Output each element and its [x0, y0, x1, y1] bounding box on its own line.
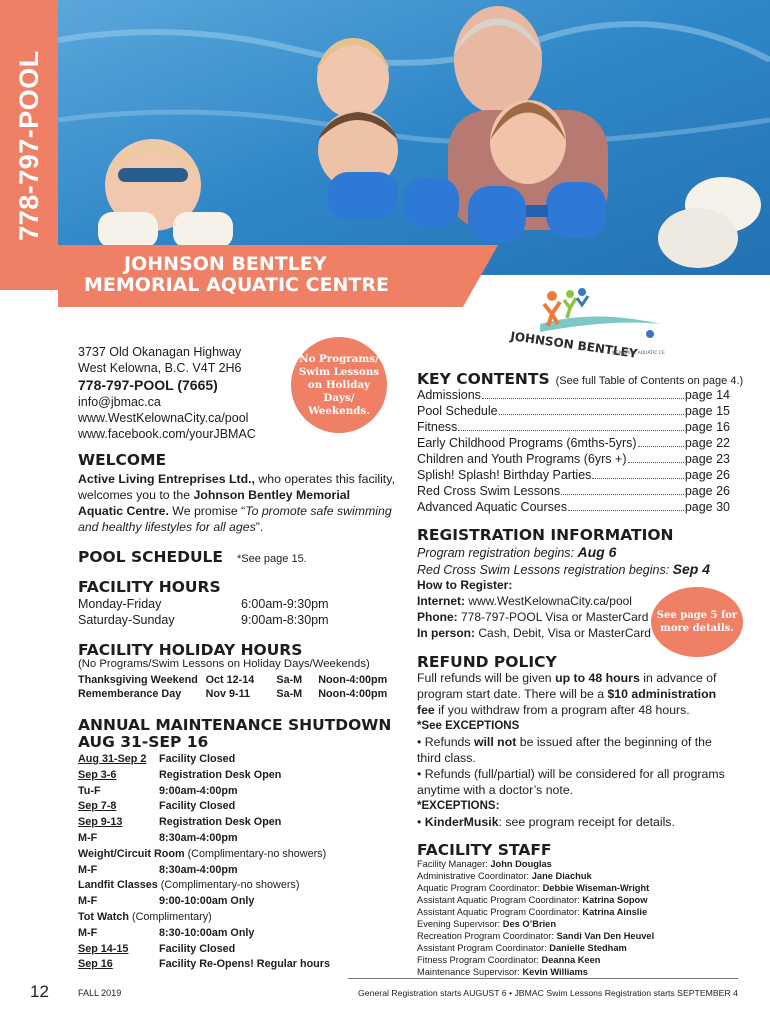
- holiday-hours: Noon-4:00pm: [318, 674, 388, 686]
- staff-role: Recreation Program Coordinator:: [417, 931, 554, 941]
- toc-item[interactable]: [417, 435, 730, 451]
- toc-label: Advanced Aquatic Courses: [417, 500, 568, 514]
- facility-hours-row: [78, 612, 378, 628]
- shutdown-row: [78, 863, 398, 879]
- pool-schedule-line: [78, 548, 307, 566]
- contact-block: [78, 344, 288, 442]
- staff-row: [417, 906, 737, 918]
- staff-role: Fitness Program Coordinator:: [417, 955, 539, 965]
- staff-role: Maintenance Supervisor:: [417, 967, 520, 977]
- toc-label: Early Childhood Programs (6mths-5yrs): [417, 436, 637, 450]
- registration-dates: Program registration begins: Aug 6 Red Cross Swim Lessons registration begins: Sep 4: [417, 544, 711, 577]
- address-line-1: 3737 Old Okanagan Highway: [78, 345, 242, 359]
- shutdown-status: Facility Closed: [159, 942, 236, 955]
- toc-page: page 22: [684, 436, 730, 450]
- toc-page: page 15: [684, 404, 730, 418]
- staff-role: Evening Supervisor:: [417, 919, 501, 929]
- toc-page: page 23: [684, 452, 730, 466]
- staff-name: Kevin Williams: [522, 967, 588, 977]
- toc-item[interactable]: [417, 403, 730, 419]
- landfit-classes-note: (Complimentary-no showers): [157, 879, 300, 892]
- toc-page: page 14: [684, 388, 730, 402]
- shutdown-status: Facility Closed: [159, 753, 236, 765]
- facility-hours-time: 9:00am-8:30pm: [241, 613, 329, 627]
- staff-name: John Douglas: [490, 859, 552, 869]
- weight-room: [78, 847, 398, 863]
- landfit-classes: [78, 878, 398, 894]
- toc-page: page 30: [684, 500, 730, 514]
- toc-label: Splish! Splash! Birthday Parties: [417, 468, 592, 482]
- toc-label: Children and Youth Programs (6yrs +): [417, 452, 627, 466]
- shutdown-row: [78, 957, 398, 973]
- staff-row: [417, 930, 737, 942]
- footer-season: FALL 2019: [78, 988, 122, 998]
- staff-name: Danielle Stedham: [549, 943, 627, 953]
- welcome-text: Active Living Entreprises Ltd., who operates this facility, welcomes you to the Johnson Bentley Memorial Aquatic Centre. We promise “To promote safe swimming and healthy lifestyles for all ages”.: [78, 472, 395, 534]
- tot-watch-label: Tot Watch: [78, 910, 129, 923]
- shutdown-date: Tu-F: [78, 784, 101, 797]
- address-line-2: West Kelowna, B.C. V4T 2H6: [78, 361, 242, 375]
- tot-watch-note: (Complimentary): [128, 910, 212, 923]
- holiday-dates: Oct 12-14: [205, 674, 255, 686]
- shutdown-heading: ANNUAL MAINTENANCE SHUTDOWN AUG 31-SEP 16: [78, 716, 392, 751]
- staff-name: Katrina Ainslie: [582, 907, 648, 917]
- website-link[interactable]: www.WestKelownaCity.ca/pool: [78, 411, 249, 425]
- shutdown-schedule: [78, 752, 398, 973]
- toc-leader: [568, 499, 684, 511]
- toc-leader: [592, 467, 683, 479]
- staff-row: [417, 918, 737, 930]
- staff-name: Deanna Keen: [541, 955, 601, 965]
- shutdown-row: [78, 894, 398, 910]
- toc-label: Red Cross Swim Lessons: [417, 484, 561, 498]
- shutdown-row: [78, 799, 398, 815]
- header-photo: [58, 0, 770, 275]
- weight-room-note: (Complimentary-no showers): [184, 847, 327, 860]
- staff-heading: FACILITY STAFF: [417, 841, 552, 859]
- weight-room-label: Weight/Circuit Room: [78, 847, 185, 860]
- holiday-days: Sa-M: [276, 674, 303, 686]
- facility-hours-heading: FACILITY HOURS: [78, 578, 221, 596]
- pool-schedule-heading: POOL SCHEDULE: [78, 548, 224, 566]
- shutdown-status: 8:30am-4:00pm: [159, 831, 238, 844]
- shutdown-date: Aug 31-Sep 2: [78, 753, 147, 765]
- holiday-name: Rememberance Day: [78, 687, 182, 700]
- shutdown-date: Sep 3-6: [78, 768, 117, 781]
- staff-row: [417, 966, 737, 978]
- holiday-hours-row: [78, 688, 398, 702]
- shutdown-date: M-F: [78, 926, 98, 939]
- staff-row: [417, 882, 737, 894]
- staff-role: Facility Manager:: [417, 859, 488, 869]
- shutdown-row: [78, 831, 398, 847]
- holiday-hours-note: (No Programs/Swim Lessons on Holiday Days/Weekends): [78, 658, 370, 670]
- holiday-hours: Noon-4:00pm: [318, 687, 388, 700]
- registration-heading: REGISTRATION INFORMATION: [417, 526, 674, 544]
- footer-divider: [348, 978, 738, 979]
- toc-label: Admissions: [417, 388, 481, 402]
- toc-leader: [458, 419, 684, 431]
- shutdown-date: M-F: [78, 895, 98, 908]
- svg-text:MEMORIAL AQUATIC CENTRE: MEMORIAL AQUATIC CE: [612, 351, 665, 356]
- toc-item[interactable]: [417, 419, 730, 435]
- shutdown-status: 9:00am-4:00pm: [159, 784, 238, 797]
- shutdown-status: Registration Desk Open: [159, 768, 282, 781]
- email-link[interactable]: info@jbmac.ca: [78, 395, 161, 409]
- staff-name: Sandi Van Den Heuvel: [556, 931, 655, 941]
- toc-page: page 26: [684, 468, 730, 482]
- phone-number[interactable]: 778-797-POOL (7665): [78, 377, 218, 393]
- key-contents-list: [417, 387, 730, 515]
- jbmac-logo: [500, 284, 665, 364]
- facility-title: JOHNSON BENTLEY MEMORIAL AQUATIC CENTRE: [84, 253, 389, 296]
- facility-hours-table: [78, 596, 378, 628]
- shutdown-row: [78, 942, 398, 958]
- shutdown-date: Sep 14-15: [78, 942, 129, 955]
- toc-leader: [561, 483, 684, 495]
- toc-page: page 16: [684, 420, 730, 434]
- holiday-badge: No Programs/ Swim Lessons on Holiday Days/ Weekends.: [291, 337, 387, 433]
- shutdown-date: M-F: [78, 831, 98, 844]
- pool-schedule-note: *See page 15.: [237, 553, 307, 565]
- toc-item[interactable]: [417, 499, 730, 515]
- refund-heading: REFUND POLICY: [417, 653, 557, 671]
- shutdown-status: 9:00-10:00am Only: [159, 895, 255, 908]
- register-internet-link[interactable]: www.WestKelownaCity.ca/pool: [465, 594, 632, 608]
- svg-text:JOHNSON BENTLEY: JOHNSON BENTLEY: [509, 329, 639, 361]
- holiday-name: Thanksgiving Weekend: [78, 674, 198, 686]
- key-contents-note: (See full Table of Contents on page 4.): [555, 375, 744, 387]
- toc-label: Fitness: [417, 420, 458, 434]
- page-number: 12: [30, 982, 49, 1001]
- shutdown-row: [78, 752, 398, 768]
- staff-name: Des O’Brien: [502, 919, 557, 929]
- toc-leader: [499, 403, 684, 415]
- staff-name: Katrina Sopow: [582, 895, 648, 905]
- facility-hours-time: 6:00am-9:30pm: [241, 597, 329, 611]
- see-page-badge: See page 5 for more details.: [651, 587, 743, 657]
- toc-leader: [638, 435, 684, 447]
- staff-role: Assistant Program Coordinator:: [417, 943, 547, 953]
- holiday-hours-heading: FACILITY HOLIDAY HOURS: [78, 641, 303, 659]
- shutdown-date: Sep 16: [78, 958, 113, 971]
- staff-name: Jane Diachuk: [531, 871, 592, 881]
- facebook-link[interactable]: www.facebook.com/yourJBMAC: [78, 427, 256, 441]
- staff-row: [417, 858, 737, 870]
- staff-row: [417, 954, 737, 966]
- toc-leader: [628, 451, 684, 463]
- shutdown-status: Registration Desk Open: [159, 816, 282, 829]
- holiday-days: Sa-M: [276, 687, 303, 700]
- staff-role: Administrative Coordinator:: [417, 871, 530, 881]
- staff-role: Assistant Aquatic Program Coordinator:: [417, 895, 580, 905]
- toc-item[interactable]: [417, 467, 730, 483]
- how-to-register: How to Register: Internet: www.WestKelownaCity.ca/pool Phone: 778-797-POOL Visa or MasterCard In person: Cash, Debit, Visa or MasterCard: [417, 578, 651, 640]
- staff-role: Assistant Aquatic Program Coordinator:: [417, 907, 580, 917]
- vertical-phone-number: 778-797-POOL: [13, 49, 44, 241]
- shutdown-status: Facility Closed: [159, 800, 236, 813]
- facility-hours-days: Monday-Friday: [78, 597, 162, 611]
- shutdown-row: [78, 815, 398, 831]
- welcome-heading: WELCOME: [78, 451, 167, 469]
- staff-row: [417, 894, 737, 906]
- toc-item[interactable]: [417, 483, 730, 499]
- holiday-dates: Nov 9-11: [205, 687, 251, 700]
- shutdown-status: Facility Re-Opens! Regular hours: [159, 958, 330, 971]
- holiday-hours-table: [78, 674, 398, 701]
- toc-page: page 26: [684, 484, 730, 498]
- shutdown-status: 8:30am-4:00pm: [159, 863, 238, 876]
- tot-watch: [78, 910, 398, 926]
- shutdown-row: [78, 768, 398, 784]
- shutdown-row: [78, 784, 398, 800]
- toc-item[interactable]: [417, 451, 730, 467]
- key-contents-header: [417, 370, 743, 388]
- shutdown-date: M-F: [78, 863, 98, 876]
- shutdown-date: Sep 7-8: [78, 800, 117, 813]
- staff-row: [417, 942, 737, 954]
- staff-list: [417, 858, 737, 978]
- shutdown-row: [78, 926, 398, 942]
- shutdown-status: 8:30-10:00am Only: [159, 926, 255, 939]
- toc-leader: [482, 387, 684, 399]
- holiday-hours-row: [78, 674, 398, 688]
- landfit-classes-label: Landfit Classes: [78, 879, 158, 892]
- facility-hours-days: Saturday-Sunday: [78, 613, 175, 627]
- staff-row: [417, 870, 737, 882]
- staff-role: Aquatic Program Coordinator:: [417, 883, 540, 893]
- key-contents-heading: KEY CONTENTS: [417, 370, 550, 388]
- footer-registration-note: General Registration starts AUGUST 6 • JBMAC Swim Lessons Registration starts SEPTEMBER 4: [358, 988, 738, 998]
- shutdown-date: Sep 9-13: [78, 816, 123, 829]
- toc-label: Pool Schedule: [417, 404, 498, 418]
- staff-name: Debbie Wiseman-Wright: [542, 883, 650, 893]
- toc-item[interactable]: [417, 387, 730, 403]
- facility-hours-row: [78, 596, 378, 612]
- refund-text: Full refunds will be given up to 48 hours in advance of program start date. There will be a $10 administration fee if you withdraw from a program after 48 hours. *See EXCEPTIONS • Refunds will not be issued after the beginning of the third class. • Refunds (full/partial) will be considered for all programs anytime with a doctor’s note. *EXCEPTIONS: • KinderMusik: see program receipt for details.: [417, 671, 725, 829]
